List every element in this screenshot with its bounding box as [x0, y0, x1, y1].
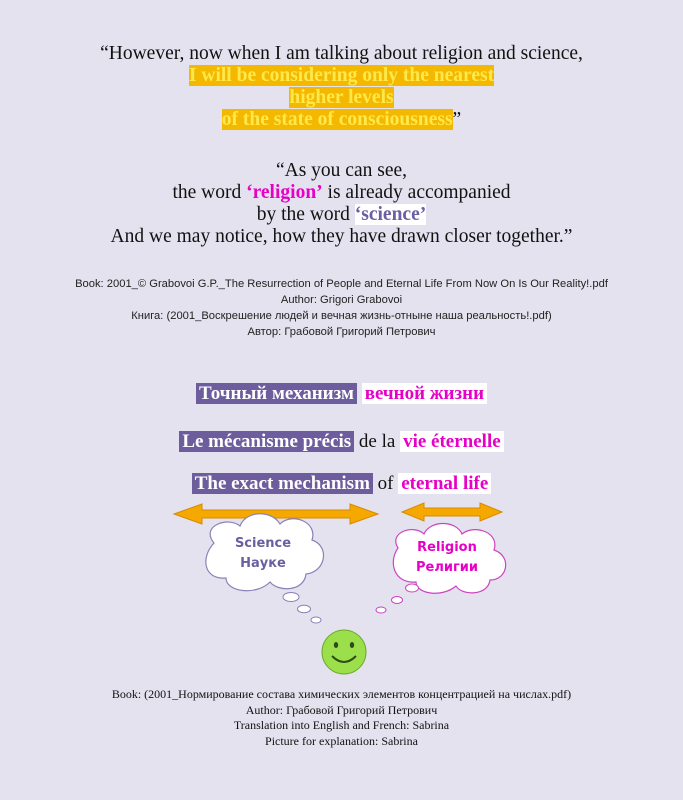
religion-label-ru: Религии: [416, 560, 478, 575]
mechanism-ru-a: Точный механизм: [196, 383, 357, 404]
quote-2-line-3-pre: by the word: [256, 204, 355, 225]
thought-bubble-right-2: [392, 597, 403, 604]
science-label-ru: Науке: [240, 556, 286, 571]
quote-2-line-2-post: is already accompanied: [322, 182, 511, 203]
thought-bubble-left-3: [311, 617, 321, 623]
mechanism-en-a: The exact mechanism: [192, 473, 373, 494]
mechanism-fr-a: Le mécanisme précis: [179, 431, 354, 452]
religion-cloud-label: [404, 538, 490, 578]
quote-2-line-4: And we may notice, how they have drawn closer together.”: [110, 226, 573, 247]
quote-1-highlight-3: of the state of consciousness: [221, 109, 453, 130]
citation-1-author-ru: Автор: Грабовой Григорий Петрович: [247, 326, 436, 338]
citation-1-book: Book: 2001_© Grabovoi G.P._The Resurrection of People and Eternal Life From Now On Is Our Reality!.pdf: [75, 278, 608, 290]
mechanism-fr-mid: de la: [358, 431, 396, 452]
quote-2-line-1: “As you can see,: [275, 160, 408, 181]
mechanism-fr-b: vie éternelle: [400, 431, 504, 452]
smiley-face-icon: [322, 630, 366, 674]
citation-2: [0, 687, 683, 749]
quote-1-close-mark: ”: [452, 109, 462, 130]
citation-2-book: Book: (2001_Нормирование состава химических элементов концентрацией на числах.pdf): [111, 687, 572, 701]
citation-2-translation: Translation into English and French: Sabrina: [233, 718, 450, 732]
science-cloud-label: [222, 534, 304, 574]
thought-bubble-right-1: [406, 584, 419, 592]
religion-keyword: ‘religion’: [246, 182, 323, 203]
quote-1-highlight-2: higher levels: [289, 87, 394, 108]
mechanism-en-mid: of: [377, 473, 394, 494]
citation-2-author: Author: Грабовой Григорий Петрович: [245, 702, 438, 717]
science-label-en: Science: [234, 536, 292, 551]
quote-1-line-1: “However, now when I am talking about religion and science,: [100, 43, 583, 64]
thought-bubble-left-2: [298, 605, 311, 613]
quote-2-line-2-pre: the word: [172, 182, 247, 203]
religion-label-en: Religion: [417, 540, 477, 555]
citation-2-picture: Picture for explanation: Sabrina: [265, 733, 418, 748]
mechanism-ru-b: вечной жизни: [362, 383, 487, 404]
science-keyword: ‘science’: [354, 204, 427, 225]
right-double-arrow: [402, 503, 502, 521]
citation-1-book-ru: Книга: (2001_Воскрешение людей и вечная жизнь-отныне наша реальность!.pdf): [131, 310, 552, 322]
quote-1-highlight-1: I will be considering only the nearest: [188, 65, 495, 86]
citation-1-author: Author: Grigori Grabovoi: [280, 294, 403, 306]
mechanism-en-b: eternal life: [398, 473, 491, 494]
thought-bubble-left-1: [283, 593, 299, 602]
thought-bubble-right-3: [376, 607, 386, 613]
